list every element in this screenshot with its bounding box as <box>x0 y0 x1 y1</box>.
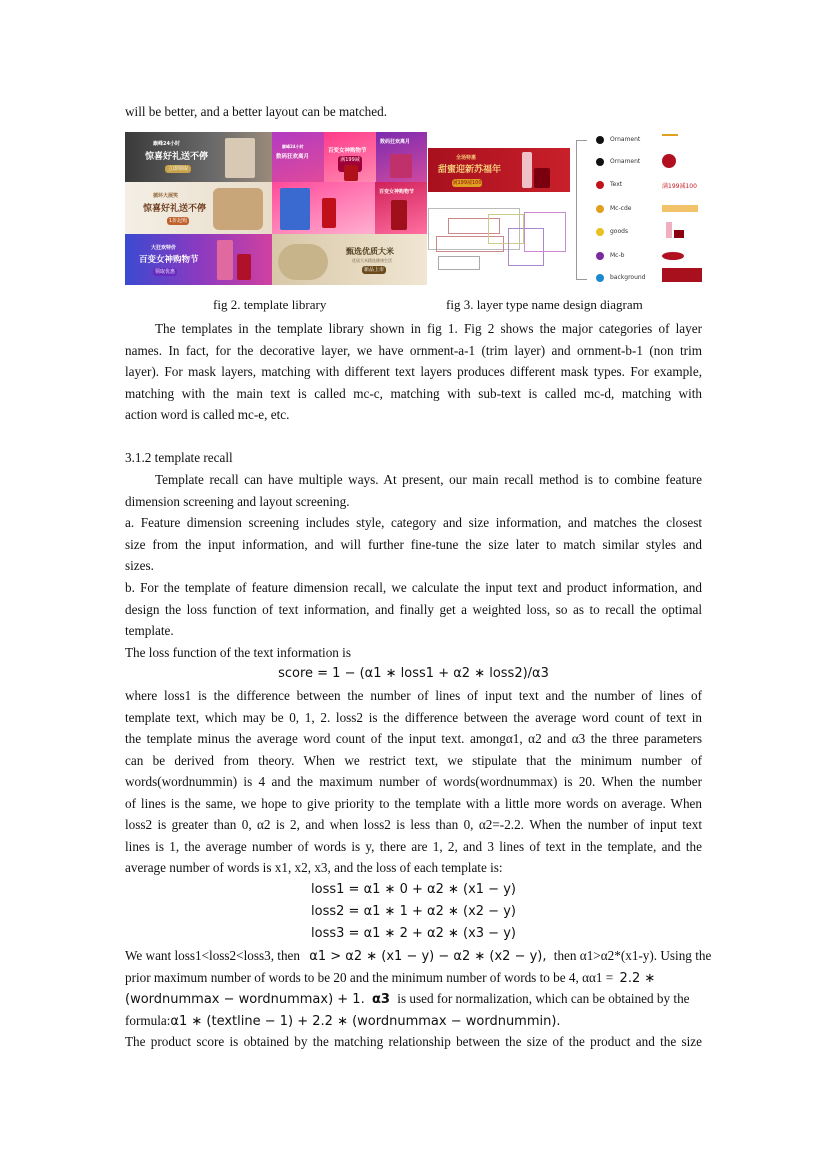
banner-chip: 满199减100 <box>452 180 482 186</box>
text-swatch: 满199减100 <box>662 183 697 190</box>
product-image <box>213 188 263 230</box>
ornament-swatch <box>662 154 676 168</box>
paragraph-line: where loss1 is the difference between the number of lines of input text and the number of lines of <box>125 688 702 703</box>
paragraph-line: names. In fact, for the decorative layer, we have ornment-a-1 (trim layer) and ornment-b-1 (non trim <box>125 342 702 358</box>
paragraph-line: template. <box>125 623 174 638</box>
paragraph-line: can be derived from theory. When we restrict text, we stipulate that the minimum number of <box>125 752 702 768</box>
banner-tile <box>376 132 427 182</box>
paragraph-line: The loss function of the text information is <box>125 644 351 660</box>
intro-line: will be better, and a better layout can be matched. <box>125 104 388 119</box>
paragraph-line: action word is called mc-e, etc. <box>125 407 290 422</box>
legend-dot <box>596 181 604 189</box>
banner-title: 数码狂欢离月 <box>276 154 310 160</box>
banner-top-text: 全场特惠 <box>456 155 477 161</box>
inline-math: 2.2 ∗ <box>619 970 656 986</box>
legend-dot <box>596 136 604 144</box>
banner-tile <box>375 182 427 234</box>
banner-title: 百变女神购物节 <box>328 148 367 154</box>
banner-title: 惊喜好礼送不停 <box>145 152 209 162</box>
banner-top-text: 循环大展笑 <box>153 193 179 199</box>
paragraph-line: size from the input information, and will further fine-tune the size later to match similar styles and <box>125 536 702 552</box>
legend-label: Ornament <box>610 158 641 165</box>
banner-tile <box>125 132 272 182</box>
text-span: formula: <box>125 1012 171 1028</box>
text-span: prior maximum number of words to be 20 and the minimum number of words to be 4, αα1 = <box>125 969 614 985</box>
paragraph-line: layer). For mask layers, matching with different text layers produces different mask types. For example, <box>125 364 702 379</box>
product-image <box>391 200 407 230</box>
bracket <box>576 140 587 280</box>
banner-tile <box>272 182 375 234</box>
banner-title: 甜蜜迎新苏福年 <box>438 165 502 175</box>
legend-label: background <box>610 274 646 281</box>
paragraph-line: average number of words is x1, x2, x3, and the loss of each template is: <box>125 860 503 875</box>
legend-dot <box>596 274 604 282</box>
fig3-caption: fig 3. layer type name design diagram <box>446 297 643 312</box>
legend-label: goods <box>610 228 629 235</box>
paragraph-line: words(wordnummin) is 4 and the maximum number of words(wordnummax) is 20. When the number <box>125 774 702 789</box>
paragraph-line: The templates in the template library shown in fig 1. Fig 2 shows the major categories of layer <box>155 321 702 336</box>
fig2-caption: fig 2. template library <box>213 297 327 312</box>
banner-sub: 满199减 <box>338 156 362 172</box>
goods-swatch <box>674 230 684 238</box>
legend-label: Ornament <box>610 136 641 143</box>
banner-chip: 新品上市 <box>363 267 384 273</box>
banner-title: 百变女神购物节 <box>379 189 415 195</box>
banner-sub: 优质大米精选健康生活 <box>352 258 392 263</box>
paragraph-line <box>125 988 702 1011</box>
banner-title: 甄选优质大米 <box>346 247 394 256</box>
paragraph-line: lines is 1, the average number of words is y, there are 1, 2, and 3 lines of text in the template, and the <box>125 838 702 854</box>
banner-top-text: 大狂欢特价 <box>151 245 177 251</box>
banner-top-text: 巅峰24小时 <box>282 144 304 149</box>
layout-box <box>438 256 480 270</box>
product-image <box>322 198 336 228</box>
ornament-swatch <box>662 134 678 144</box>
legend-dot <box>596 228 604 236</box>
paragraph-line <box>125 967 702 990</box>
banner-chip: 立即领取 <box>165 165 191 173</box>
banner-tile <box>125 182 272 234</box>
product-image <box>237 254 251 280</box>
legend-label: Text <box>610 181 623 188</box>
paragraph-line: The product score is obtained by the matching relationship between the size of the product and the size <box>125 1034 702 1049</box>
banner-title: 惊喜好礼送不停 <box>143 204 207 214</box>
legend-dot <box>596 205 604 213</box>
paragraph-line <box>125 945 712 968</box>
paragraph-line: dimension screening and layout screening. <box>125 493 350 509</box>
paragraph-line: sizes. <box>125 558 154 573</box>
banner-tile <box>125 234 272 285</box>
inline-math: α3 <box>372 992 390 1007</box>
product-image <box>280 188 310 230</box>
banner-tile <box>272 132 324 182</box>
product-image <box>278 244 328 280</box>
equation-loss2: loss2 = α1 ∗ 1 + α2 ∗ (x2 − y) <box>311 904 516 919</box>
paragraph-line: Template recall can have multiple ways. At present, our main recall method is to combine feature <box>155 472 702 487</box>
paragraph-line: the template minus the average word count of the input text. amongα1, α2 and α3 the three parameters <box>125 731 702 746</box>
paragraph-line: a. Feature dimension screening includes style, category and size information, and matches the closest <box>125 515 702 530</box>
banner-title: 数码狂欢离月 <box>380 139 411 145</box>
banner-chip: 领取优惠 <box>154 269 175 275</box>
text-span: then α1>α2*(x1-y). Using the <box>553 948 712 963</box>
equation-score: score = 1 − (α1 ∗ loss1 + α2 ∗ loss2)/α3 <box>278 666 549 681</box>
text-span: We want loss1<loss2<loss3, then <box>125 948 300 963</box>
product-image <box>217 240 233 280</box>
legend-dot <box>596 252 604 260</box>
inline-math: (wordnummax − wordnummax) + 1. <box>125 992 365 1007</box>
paragraph-line: loss2 is greater than 0, α2 is 2, and when loss2 is less than 0, α2=-2.2. When the number of input text <box>125 817 702 832</box>
text-span: is used for normalization, which can be obtained by the <box>397 991 690 1006</box>
banner-top-text: 巅峰24小时 <box>153 141 180 147</box>
product-image <box>534 168 550 188</box>
paragraph-line: matching with the main text is called mc-c, matching with sub-text is called mc-d, matching with <box>125 385 702 401</box>
banner-tile <box>324 132 376 182</box>
product-image <box>390 154 412 178</box>
legend-label: Mc-cde <box>610 205 632 212</box>
layer-legend <box>596 134 702 284</box>
paragraph-line <box>125 1010 702 1033</box>
equation-loss1: loss1 = α1 ∗ 0 + α2 ∗ (x1 − y) <box>311 882 516 897</box>
layout-box <box>524 212 566 252</box>
banner-title: 百变女神购物节 <box>139 255 199 265</box>
goods-swatch <box>666 222 672 238</box>
background-swatch <box>662 268 702 282</box>
paragraph-line: b. For the template of feature dimension recall, we calculate the input text and product information, and <box>125 580 702 595</box>
banner-chip: 1折起购 <box>168 218 188 224</box>
product-image <box>522 152 532 188</box>
equation-loss3: loss3 = α1 ∗ 2 + α2 ∗ (x3 − y) <box>311 926 516 941</box>
fig3-layer-diagram <box>428 132 702 285</box>
fig2-template-library <box>125 132 427 285</box>
product-image <box>344 165 358 181</box>
section-heading: 3.1.2 template recall <box>125 450 233 465</box>
paragraph-line: template text, which may be 0, 1, 2. loss2 is the difference between the average word count of text in <box>125 709 702 725</box>
inline-math: α1 ∗ (textline − 1) + 2.2 ∗ (wordnummax − wordnummin). <box>170 1013 561 1029</box>
paragraph-line: of lines is the same, we hope to give priority to the template with a little more words on average. When <box>125 795 702 811</box>
product-image <box>225 138 255 178</box>
paragraph-line: design the loss function of text information, and finally get a weighted loss, so as to recall the optimal <box>125 601 702 617</box>
inline-math: α1 > α2 ∗ (x1 − y) − α2 ∗ (x2 − y), <box>309 949 547 964</box>
bar-swatch <box>662 205 698 212</box>
sample-banner <box>428 148 570 192</box>
banner-tile <box>272 234 427 285</box>
legend-label: Mc-b <box>610 252 625 259</box>
legend-dot <box>596 158 604 166</box>
mcb-swatch <box>662 252 684 260</box>
